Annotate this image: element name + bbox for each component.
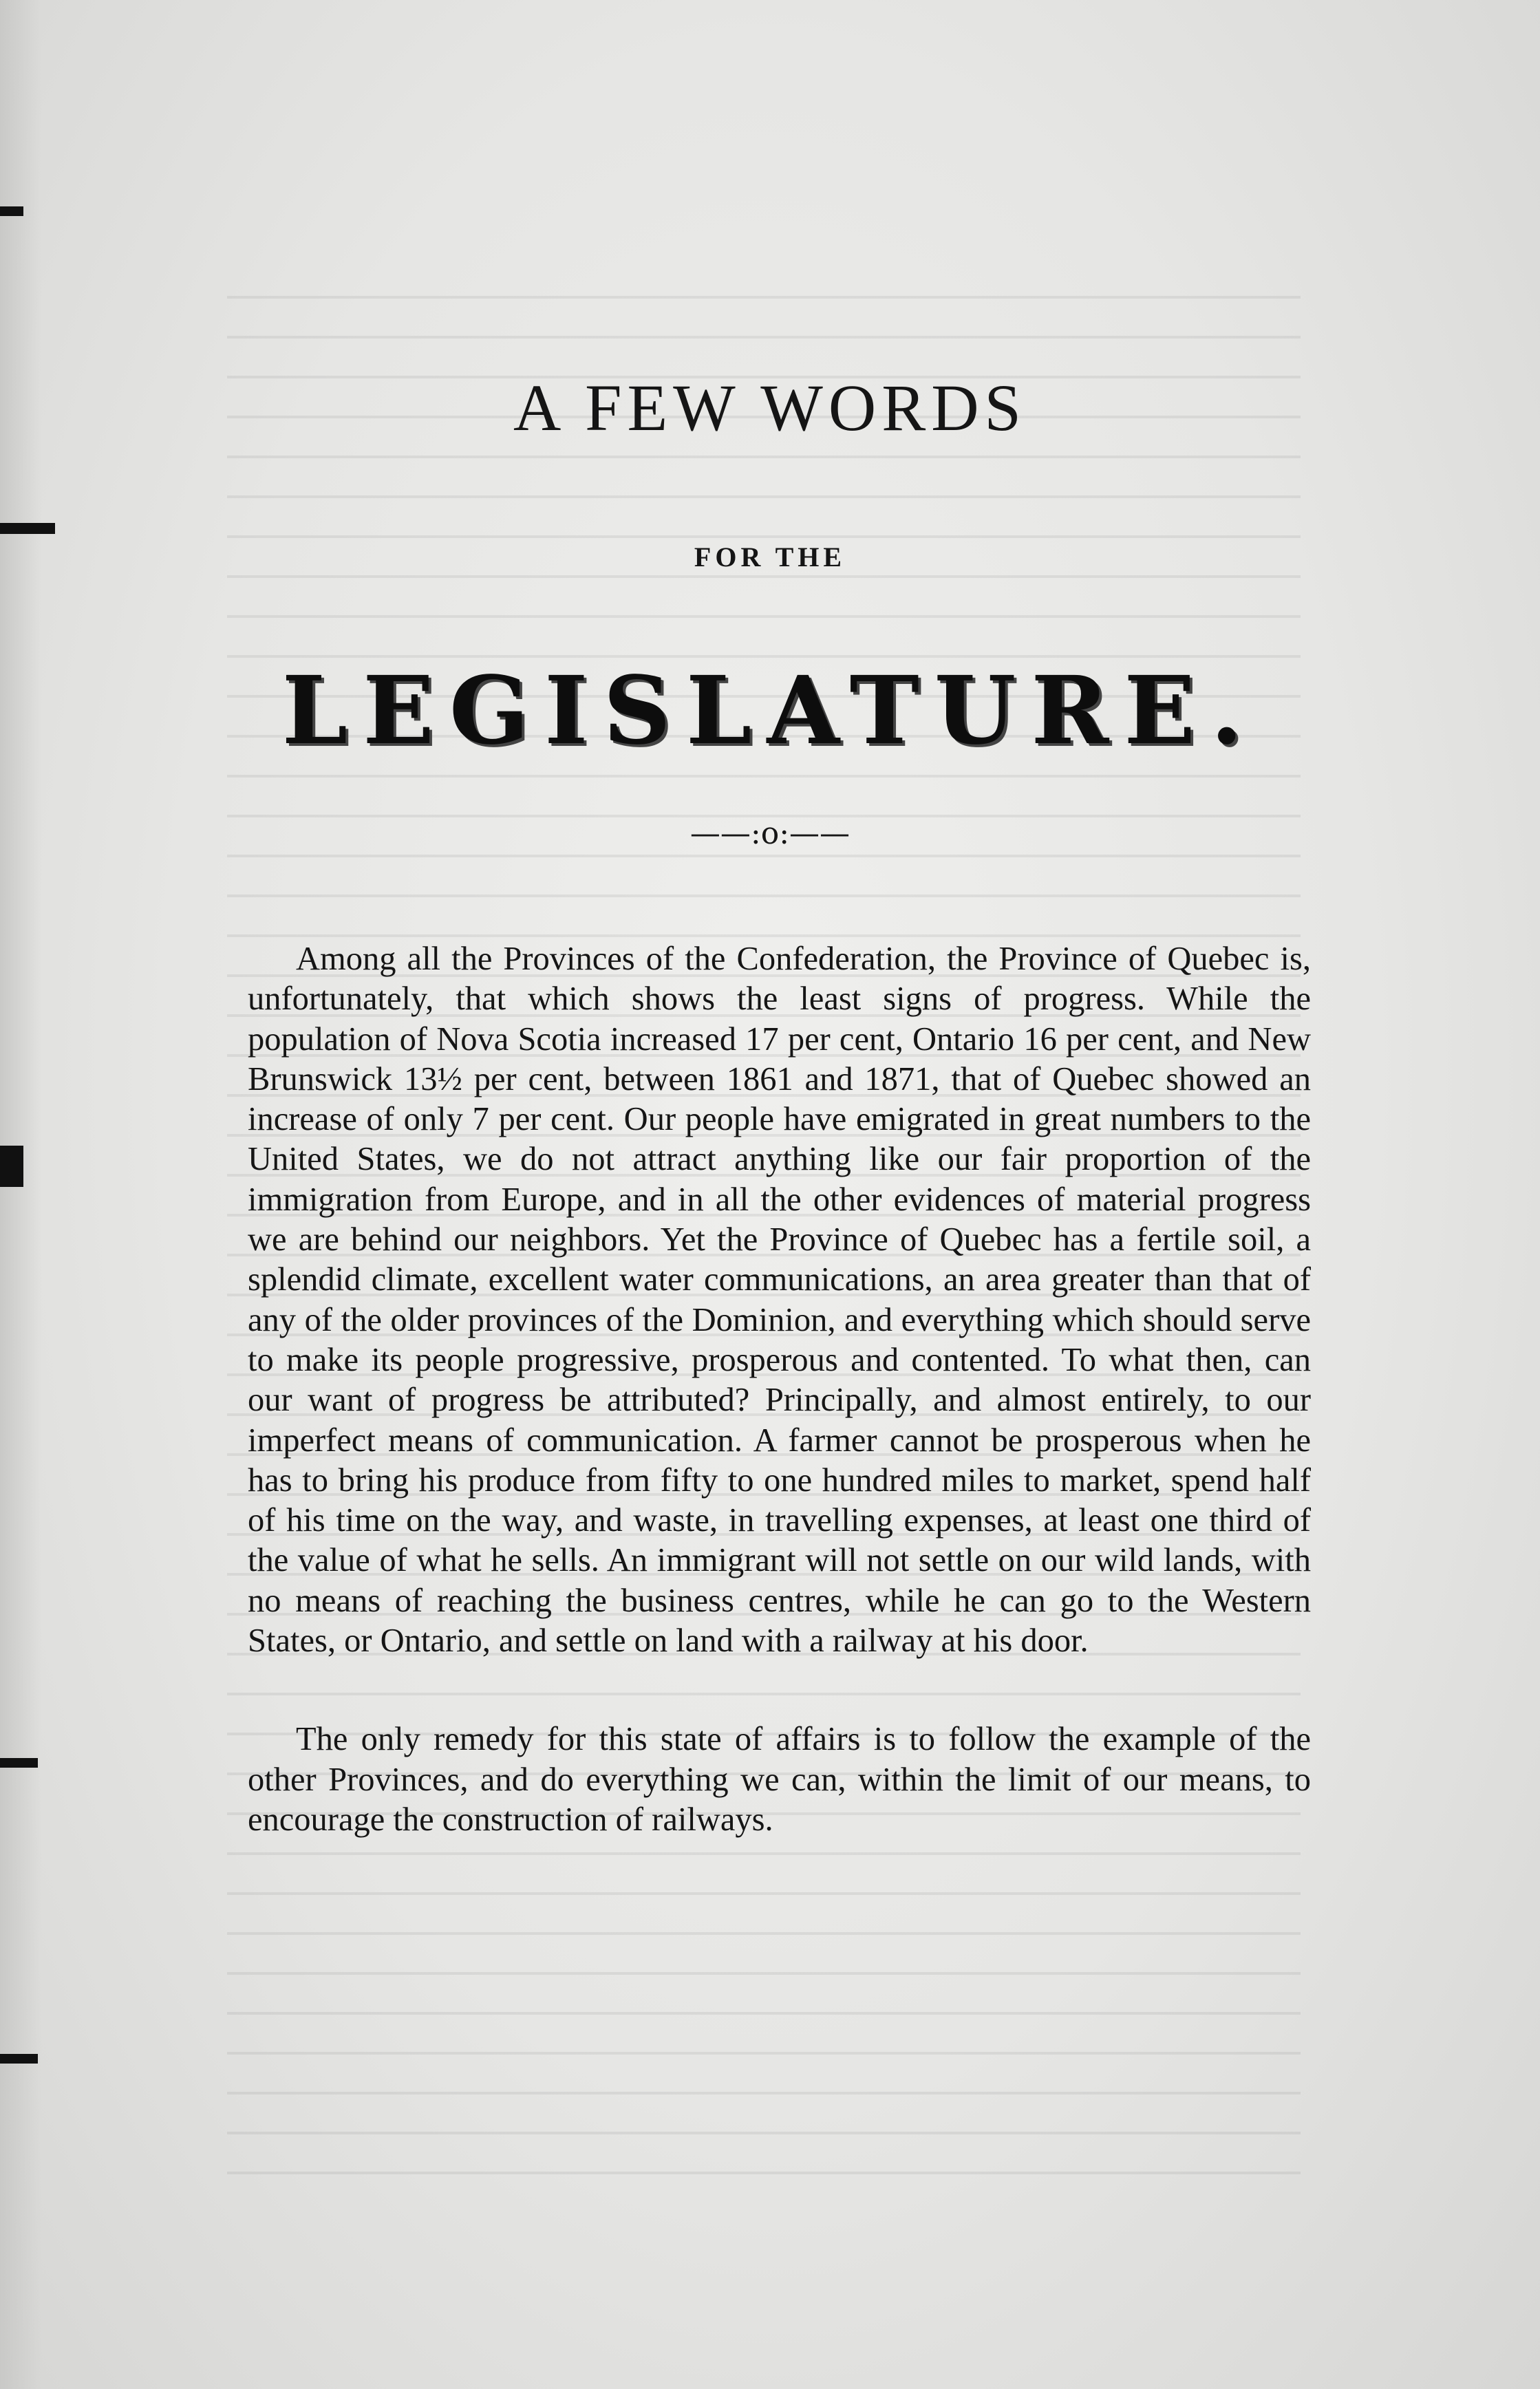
body-text bbox=[248, 939, 1311, 1840]
title-line-3: LEGISLATURE. bbox=[281, 656, 1259, 766]
binding-mark bbox=[0, 1146, 23, 1187]
binding-mark bbox=[0, 523, 55, 534]
binding-shadow bbox=[0, 0, 41, 2389]
ornament-divider: ——:o:—— bbox=[689, 816, 851, 851]
binding-mark bbox=[0, 206, 23, 216]
paragraph-1: Among all the Provinces of the Confederation, the Province of Quebec is, unfortunately, that which shows the least signs of progress. While the population of Nova Scotia increased 17 per cent, Ontario 16 per cent, and New Brunswick 13½ per cent, between 1861 and 1871, that of Quebec showed an increase of only 7 per cent. Our people have emigrated in great numbers to the United States, we do not attract anything like our fair proportion of the immigration from Europe, and in all the other evidences of material progress we are behind our neighbors. Yet the Province of Quebec has a fertile soil, a splendid climate, excellent water communications, an area greater than that of any of the older provinces of the Dominion, and everything which should serve to make its people progressive, prosperous and contented. To what then, can our want of progress be attributed? Principally, and almost entirely, to our imperfect means of communication. A farmer cannot be prosperous when he has to bring his produce from fifty to one hundred miles to market, spend half of his time on the way, and waste, in travelling expenses, at least one third of the value of what he sells. An immigrant will not settle on our wild lands, with no means of reaching the business centres, while he can go to the Western States, or Ontario, and settle on land with a railway at his door. bbox=[248, 941, 1311, 1660]
binding-mark bbox=[0, 1758, 38, 1768]
title-line-2: FOR THE bbox=[694, 542, 846, 572]
paragraph-2: The only remedy for this state of affairs is to follow the example of the other Provinces, and do everything we can, within the limit of our means, to encourage the construction of railways. bbox=[248, 1721, 1311, 1838]
binding-mark bbox=[0, 2054, 38, 2064]
title-line-1: A FEW WORDS bbox=[513, 371, 1027, 444]
